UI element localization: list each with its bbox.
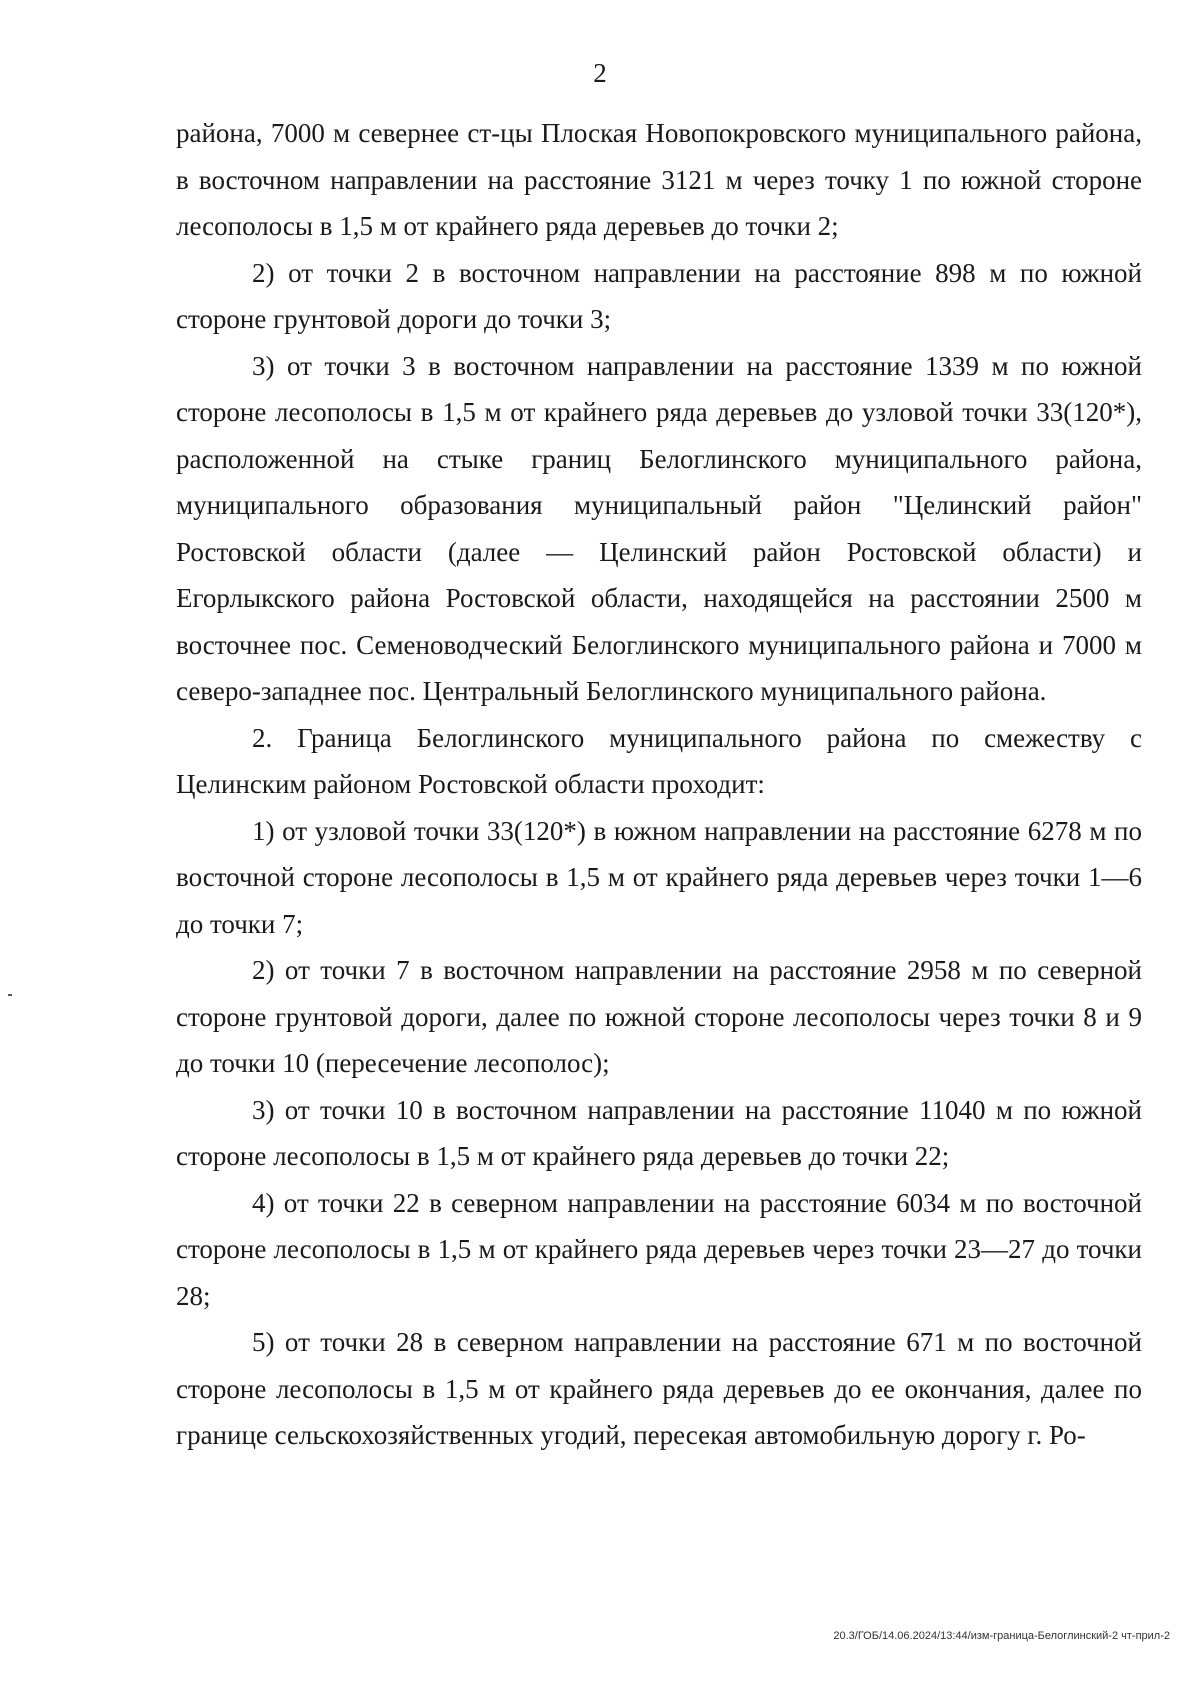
paragraph-item-2: 2) от точки 2 в восточном направлении на расстояние 898 м по южной стороне грунтовой дороги до точки 3; (176, 257, 1142, 334)
paragraph-item-4: 4) от точки 22 в северном направлении на расстояние 6034 м по восточной стороне лесополосы в 1,5 м от крайнего ряда деревьев через точки 23—27 до точки 28; (176, 1187, 1142, 1311)
document-body (176, 110, 1142, 1459)
document-footer: 20.3/ГОБ/14.06.2024/13:44/изм-граница-Белоглинский-2 чт-прил-2 (833, 1630, 1170, 1642)
paragraph-item-1: 1) от узловой точки 33(120*) в южном направлении на расстояние 6278 м по восточной стороне лесополосы в 1,5 м от крайнего ряда деревьев через точки 1—6 до точки 7; (176, 815, 1142, 939)
paragraph-item-2b: 2) от точки 7 в восточном направлении на расстояние 2958 м по северной стороне грунтовой дороги, далее по южной стороне лесополосы через точки 8 и 9 до точки 10 (пересечение лесополос); (176, 955, 1142, 1078)
paragraph-item-5: 5) от точки 28 в северном направлении на расстояние 671 м по восточной стороне лесополосы в 1,5 м от крайнего ряда деревьев до ее окончания, далее по границе сельскохозяйственных угодий, пересекая автомобильную дорогу г. Ро- (176, 1327, 1142, 1450)
paragraph-continuation: района, 7000 м севернее ст-цы Плоская Новопокровского муниципального района, в восточном направлении на расстояние 3121 м через точку 1 по южной стороне лесополосы в 1,5 м от крайнего ряда деревьев до точки 2; (176, 118, 1142, 241)
page-number: 2 (593, 58, 607, 88)
scan-mark (8, 994, 12, 996)
paragraph-section-2: 2. Граница Белоглинского муниципального района по смежеству с Целинским районом Ростовской области проходит: (176, 722, 1142, 799)
paragraph-item-3b: 3) от точки 10 в восточном направлении на расстояние 11040 м по южной стороне лесополосы в 1,5 м от крайнего ряда деревьев до точки 22; (176, 1094, 1142, 1171)
paragraph-item-3: 3) от точки 3 в восточном направлении на расстояние 1339 м по южной стороне лесополосы в 1,5 м от крайнего ряда деревьев до узловой точки 33(120*), расположенной на стыке границ Белоглинского муниципального района, муниципального образования муниципальный район "Целинский район" Ростовской области (далее — Целинский район Ростовской области) и Егорлыкского района Ростовской области, находящейся на расстоянии 2500 м восточнее пос. Семеноводческий Белоглинского муниципального района и 7000 м северо-западнее пос. Центральный Белоглинского муниципального района. (176, 350, 1142, 706)
